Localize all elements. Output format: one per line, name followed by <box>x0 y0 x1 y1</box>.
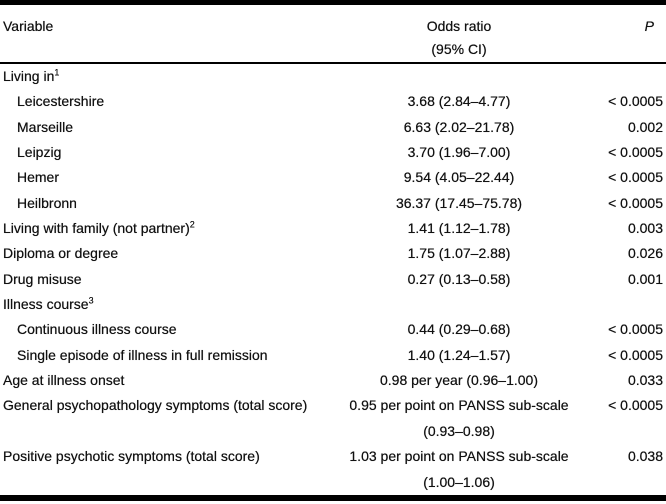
table-row <box>0 267 666 292</box>
row-label: Marseille <box>17 118 74 135</box>
table-row <box>0 165 666 190</box>
column-header-odds-ratio-line1: Odds ratio <box>426 18 492 34</box>
table-body <box>0 64 666 495</box>
p-value-cell: < 0.0005 <box>608 194 663 211</box>
odds-ratio-cell <box>345 89 573 114</box>
table-row <box>0 444 666 495</box>
column-header-variable: Variable <box>3 18 54 34</box>
p-value-cell: < 0.0005 <box>608 346 663 363</box>
table-row <box>0 368 666 393</box>
table-row <box>0 292 666 317</box>
p-value-cell: 0.033 <box>627 372 663 389</box>
p-value-cell: < 0.0005 <box>608 397 663 414</box>
row-label: Living $in^1$ <box>3 67 60 84</box>
odds-ratio-ci: (0.93–0.98) <box>423 422 495 439</box>
p-value-cell: 0.002 <box>627 118 663 135</box>
odds-ratio-cell <box>345 368 573 393</box>
column-header-odds-ratio <box>345 15 573 61</box>
odds-ratio-value: 1.03 per point on PANSS sub-scale <box>349 448 569 465</box>
table-row <box>0 317 666 342</box>
p-value-cell: 0.038 <box>627 448 663 465</box>
table-row <box>0 89 666 114</box>
odds-ratio-cell <box>345 241 573 266</box>
footnote-marker: 1 <box>54 67 60 78</box>
odds-ratio-cell <box>345 393 573 444</box>
odds-ratio-value: 1.41 (1.12–1.78) <box>407 220 511 237</box>
odds-ratio-cell <box>345 191 573 216</box>
odds-ratio-cell <box>345 165 573 190</box>
odds-ratio-ci: (1.00–1.06) <box>423 473 495 490</box>
odds-ratio-cell <box>345 343 573 368</box>
p-value-cell: < 0.0005 <box>608 321 663 338</box>
table-row <box>0 241 666 266</box>
table-row <box>0 64 666 89</box>
row-label: Age at illness onset <box>3 372 125 389</box>
odds-ratio-cell <box>345 140 573 165</box>
row-label: Heilbronn <box>17 194 77 211</box>
table-header <box>0 5 666 62</box>
row-label: Illness course$^3$ <box>3 295 94 313</box>
p-value-cell: 0.026 <box>627 245 663 262</box>
table-row <box>0 140 666 165</box>
row-label: Drug misuse <box>3 270 82 287</box>
row-label: Leipzig <box>17 144 62 161</box>
table-row <box>0 115 666 140</box>
odds-ratio-value: 0.44 (0.29–0.68) <box>407 321 511 338</box>
odds-ratio-value: 0.27 (0.13–0.58) <box>407 270 511 287</box>
table-row <box>0 191 666 216</box>
row-label: General psychopathology symptoms (total score) <box>3 397 308 414</box>
odds-ratio-value: 3.70 (1.96–7.00) <box>407 144 511 161</box>
p-value-cell: 0.001 <box>627 270 663 287</box>
column-header-p-value: P <box>644 18 654 34</box>
p-value-cell: < 0.0005 <box>608 169 663 186</box>
row-label: Positive psychotic symptoms (total score) <box>3 448 260 465</box>
table-row <box>0 393 666 444</box>
odds-ratio-cell <box>345 115 573 140</box>
column-header-odds-ratio-line2: (95% CI) <box>431 41 487 57</box>
odds-ratio-cell <box>345 216 573 241</box>
odds-ratio-cell <box>345 444 573 495</box>
odds-ratio-value: 0.98 per year (0.96–1.00) <box>380 372 538 389</box>
p-value-cell: < 0.0005 <box>608 93 663 110</box>
odds-ratio-cell <box>345 317 573 342</box>
odds-ratio-value: 6.63 (2.02–21.78) <box>403 118 515 135</box>
row-label: Diploma or degree <box>3 245 119 262</box>
p-value-cell: 0.003 <box>627 220 663 237</box>
p-value-cell: < 0.0005 <box>608 144 663 161</box>
row-label: Continuous illness course <box>17 321 177 338</box>
odds-ratio-value: 1.75 (1.07–2.88) <box>407 245 511 262</box>
row-label: Single episode of illness in full remission <box>17 346 268 363</box>
table-row <box>0 216 666 241</box>
footnote-marker: 3 <box>88 295 94 306</box>
footnote-marker: 2 <box>189 219 195 230</box>
odds-ratio-value: 36.37 (17.45–75.78) <box>395 194 523 211</box>
row-label: Leicestershire <box>17 93 105 110</box>
row-label: Hemer <box>17 169 60 186</box>
odds-ratio-cell <box>345 267 573 292</box>
odds-ratio-value: 9.54 (4.05–22.44) <box>403 169 515 186</box>
table-bottom-rule <box>0 495 666 501</box>
row-label: Living with family (not partner)$^2$ <box>3 219 195 237</box>
odds-ratio-value: 0.95 per point on PANSS sub-scale <box>349 397 569 414</box>
odds-ratio-value: 1.40 (1.24–1.57) <box>407 346 511 363</box>
odds-ratio-value: 3.68 (2.84–4.77) <box>407 93 511 110</box>
table-row <box>0 343 666 368</box>
